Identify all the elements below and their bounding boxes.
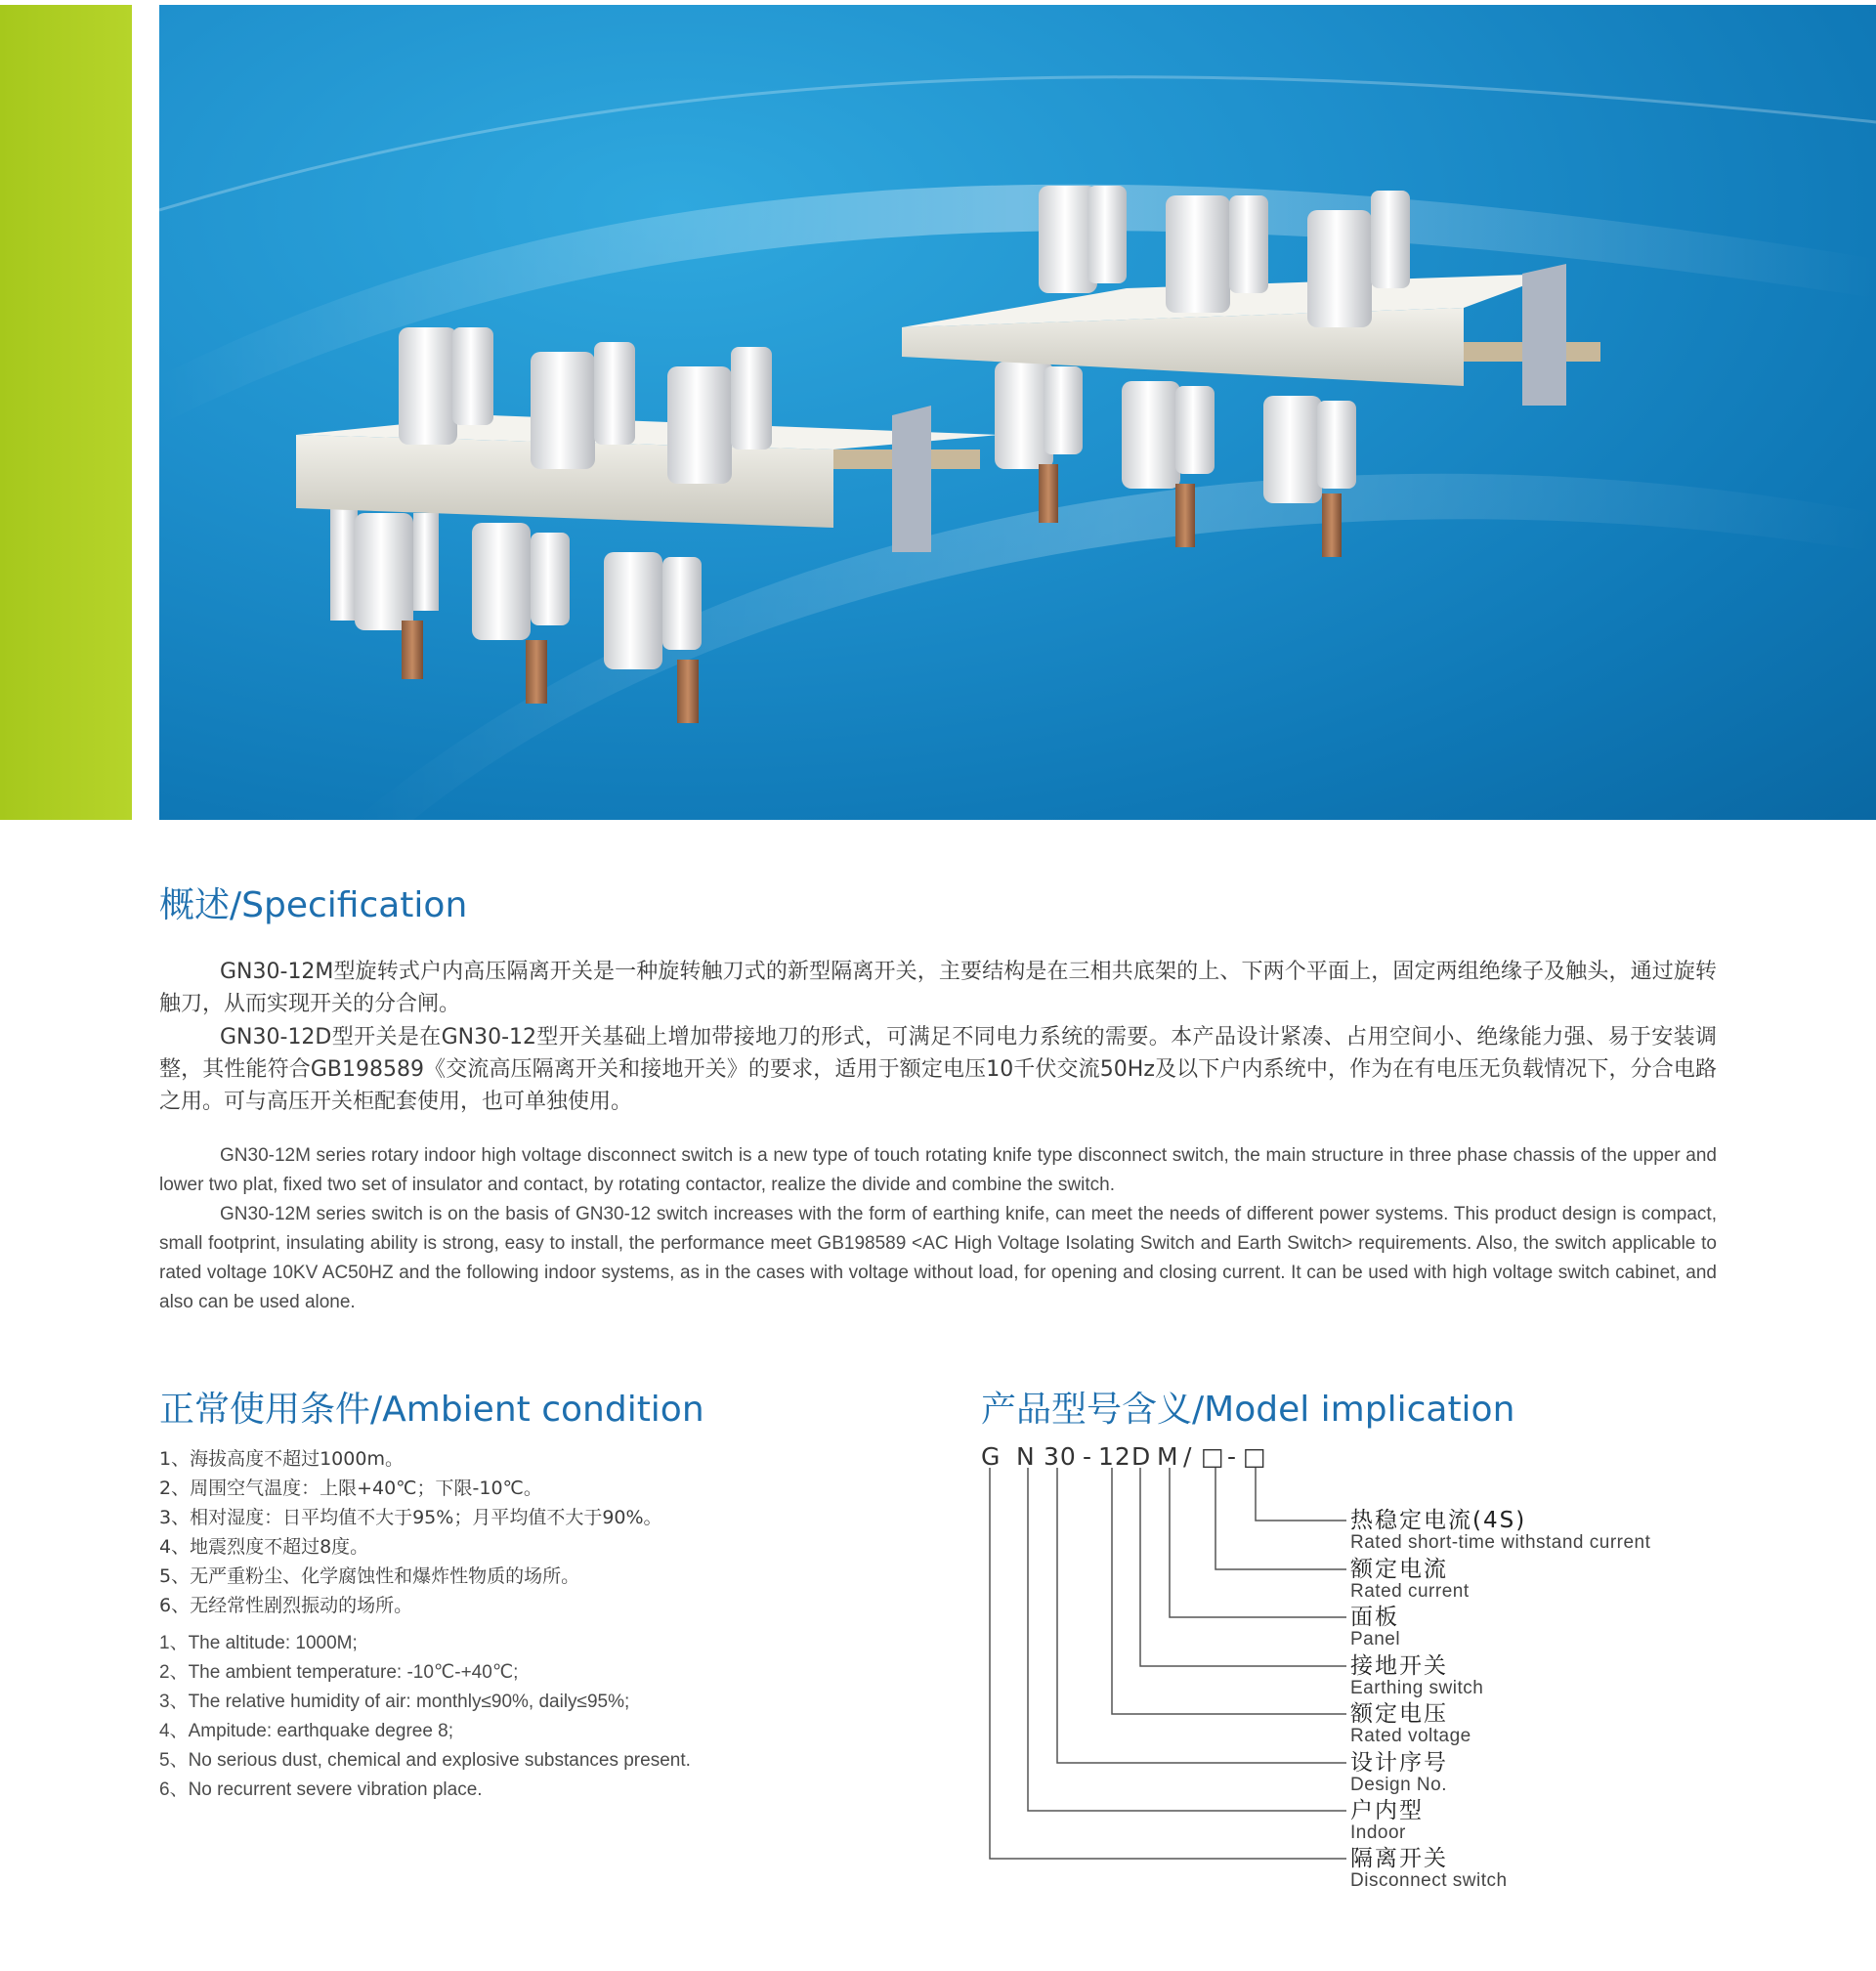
code-char-d: D bbox=[1131, 1442, 1152, 1471]
code-char-design-no: 30 bbox=[1044, 1442, 1077, 1471]
list-item: 4、Ampitude: earthquake degree 8; bbox=[159, 1721, 454, 1741]
spec-en-paragraph-1: GN30-12M series rotary indoor high voltage disconnect switch is a new type of touch rotating knife type disconnect switch, the main structure in three phase chassis of the upper and lower two plat, fixed two set of insulator and contact, by rotating contactor, realize the divide and combine the switch. bbox=[159, 1145, 1717, 1195]
switch-illustration bbox=[159, 5, 1876, 820]
spec-cn-paragraph-2: GN30-12D型开关是在GN30-12型开关基础上增加带接地刀的形式，可满足不同电力系统的需要。本产品设计紧凑、占用空间小、绝缘能力强、易于安装调整，其性能符合GB198589《交流高压隔离开关和接地开关》的要求，适用于额定电压10千伏交流50Hz及以下户内系统中，作为在有电压无负载情况下，分合电路之用。可与高压开关柜配套使用，也可单独使用。 bbox=[159, 1025, 1717, 1114]
list-item: 5、No serious dust, chemical and explosive substances present. bbox=[159, 1750, 691, 1771]
code-char-slash: / bbox=[1183, 1442, 1193, 1471]
model-label-disconnect-switch: 隔离开关 Disconnect switch bbox=[1350, 1846, 1508, 1891]
ambient-title: 正常使用条件/Ambient condition bbox=[159, 1390, 704, 1430]
accent-bar bbox=[0, 5, 132, 820]
model-label-design-no: 设计序号 Design No. bbox=[1350, 1750, 1448, 1795]
code-char-withstand-box: □ bbox=[1243, 1442, 1267, 1471]
model-label-panel: 面板 Panel bbox=[1350, 1605, 1401, 1650]
code-char-voltage: 12 bbox=[1098, 1442, 1131, 1471]
model-label-withstand-current: 热稳定电流(4S) Rated short-time withstand current bbox=[1350, 1508, 1651, 1553]
model-leader-lines bbox=[977, 1436, 1720, 1906]
model-label-indoor: 户内型 Indoor bbox=[1350, 1798, 1424, 1843]
model-label-rated-current: 额定电流 Rated current bbox=[1350, 1557, 1470, 1602]
model-label-rated-voltage: 额定电压 Rated voltage bbox=[1350, 1701, 1471, 1746]
code-char-g: G bbox=[981, 1442, 1002, 1471]
list-item: 3、相对湿度：日平均值不大于95%；月平均值不大于90%。 bbox=[159, 1507, 662, 1528]
spec-cn-paragraph-1: GN30-12M型旋转式户内高压隔离开关是一种旋转触刀式的新型隔离开关，主要结构是在三相共底架的上、下两个平面上，固定两组绝缘子及触头，通过旋转触刀，从而实现开关的分合闸。 bbox=[159, 960, 1717, 1016]
list-item: 1、The altitude: 1000M; bbox=[159, 1633, 358, 1653]
list-item: 2、周围空气温度：上限+40℃；下限-10℃。 bbox=[159, 1478, 542, 1499]
list-item: 3、The relative humidity of air: monthly≤90%, daily≤95%; bbox=[159, 1692, 630, 1712]
spec-en-paragraph-2: GN30-12M series switch is on the basis of GN30-12 switch increases with the form of earthing knife, can meet the needs of different power systems. This product design is compact, small footprint, insulating ability is strong, easy to install, the performance meet GB198589 <AC High Voltage Isolating Switch and Earth Switch> requirements. Also, the switch applicable to rated voltage 10KV AC50HZ and the following indoor systems, as in the cases with voltage without load, for opening and closing current. It can be used with high voltage switch cabinet, and also can be used alone. bbox=[159, 1204, 1717, 1312]
model-label-earthing-switch: 接地开关 Earthing switch bbox=[1350, 1653, 1484, 1698]
code-char-m: M bbox=[1157, 1442, 1179, 1471]
code-char-n: N bbox=[1016, 1442, 1036, 1471]
product-photo bbox=[159, 5, 1876, 820]
spec-title: 概述/Specification bbox=[159, 885, 468, 925]
list-item: 1、海拔高度不超过1000m。 bbox=[159, 1448, 404, 1470]
list-item: 4、地震烈度不超过8度。 bbox=[159, 1536, 369, 1558]
list-item: 2、The ambient temperature: -10℃-+40℃; bbox=[159, 1662, 519, 1683]
list-item: 5、无严重粉尘、化学腐蚀性和爆炸性物质的场所。 bbox=[159, 1565, 580, 1587]
code-char-current-box: □ bbox=[1201, 1442, 1225, 1471]
model-title: 产品型号含义/Model implication bbox=[981, 1390, 1515, 1430]
code-char-dash: - bbox=[1083, 1442, 1093, 1471]
list-item: 6、无经常性剧烈振动的场所。 bbox=[159, 1595, 413, 1616]
list-item: 6、No recurrent severe vibration place. bbox=[159, 1779, 483, 1800]
ambient-cn-list bbox=[159, 1444, 662, 1620]
ambient-en-list bbox=[159, 1629, 691, 1805]
code-char-dash-2: - bbox=[1227, 1442, 1238, 1471]
